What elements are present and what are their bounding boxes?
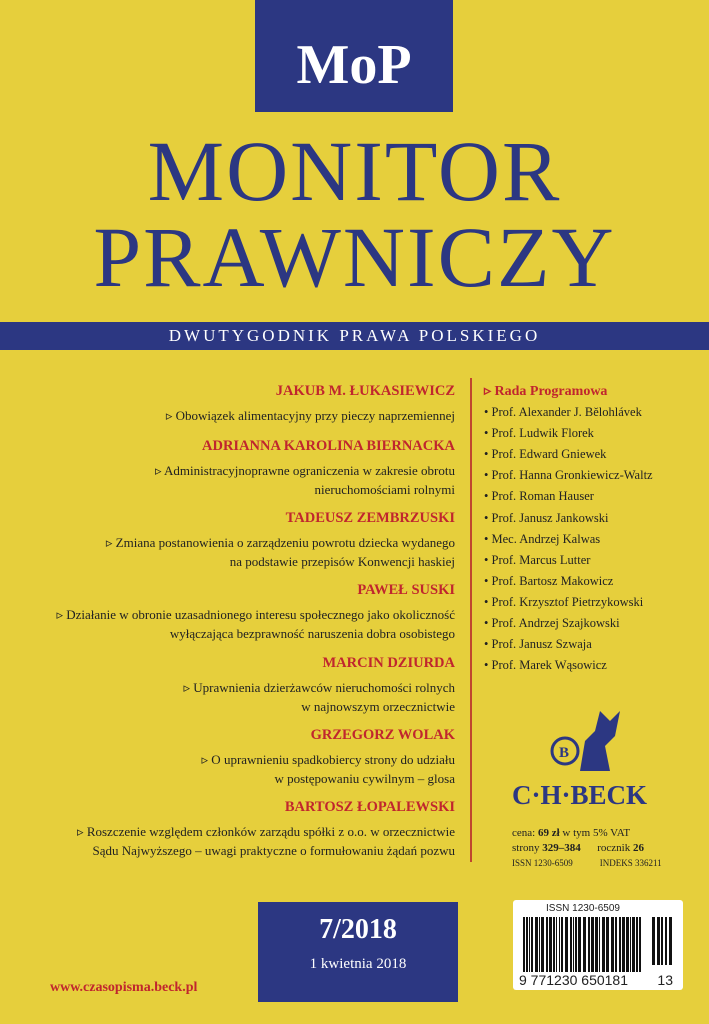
article-entry <box>20 799 455 860</box>
issue-box <box>258 902 458 1002</box>
article-entry <box>20 582 455 643</box>
board-member: • Prof. Bartosz Makowicz <box>484 573 614 588</box>
subtitle-band: DWUTYGODNIK PRAWA POLSKIEGO <box>0 322 709 350</box>
barcode-digits: 9 771230 650181 <box>519 972 628 988</box>
article-title: ▹ Działanie w obronie uzasadnionego interesu społecznego jako okoliczność wyłączająca bezprawność naruszenia dobra osobistego <box>56 607 455 641</box>
griffin-logo-icon <box>540 706 625 776</box>
article-title: ▹ Zmiana postanowienia o zarządzeniu powrotu dziecka wydanego na podstawie przepisów Konwencji haskiej <box>105 535 455 569</box>
barcode-bar <box>599 917 600 972</box>
barcode-bar <box>561 917 563 972</box>
board-member: • Prof. Krzysztof Pietrzykowski <box>484 594 644 609</box>
barcode-bar <box>570 917 572 972</box>
article-entry <box>20 655 455 716</box>
logo-mop: MoP <box>255 0 453 112</box>
board-member: • Prof. Marek Wąsowicz <box>484 658 607 673</box>
barcode-bar <box>575 917 577 972</box>
board-member: • Prof. Roman Hauser <box>484 489 594 504</box>
barcode-bar <box>665 917 667 965</box>
barcode-bar <box>535 917 538 972</box>
article-title: ▹ O uprawnieniu spadkobiercy strony do udziału w postępowaniu cywilnym – glosa <box>201 752 455 786</box>
divider <box>470 378 472 862</box>
article-title: ▹ Administracyjnoprawne ograniczenia w zakresie obrotu nieruchomościami rolnymi <box>154 463 455 497</box>
article-entry <box>20 727 455 788</box>
board-member: • Prof. Janusz Szwaja <box>484 637 592 652</box>
article-entry <box>20 510 455 571</box>
article-author: TADEUSZ ZEMBRZUSKI <box>285 510 455 526</box>
price-info: cena: 69 zł w tym 5% VAT strony 329–384 rocznik 26 ISSN 1230-6509 INDEKS 336211 <box>512 827 662 868</box>
barcode-bar <box>615 917 617 972</box>
barcode-bar <box>630 917 631 972</box>
board-member: • Prof. Marcus Lutter <box>484 552 591 567</box>
barcode-bar <box>606 917 609 972</box>
barcode-bar <box>541 917 544 972</box>
article-title: ▹ Obowiązek alimentacyjny przy pieczy naprzemiennej <box>165 408 455 423</box>
barcode-bar <box>619 917 621 972</box>
board-member: • Mec. Andrzej Kalwas <box>484 531 601 546</box>
svg-text:B: B <box>559 745 570 761</box>
barcode-bar <box>559 917 560 972</box>
barcode-addon: 13 <box>657 972 673 988</box>
barcode-bar <box>583 917 586 972</box>
barcode-bar <box>526 917 528 972</box>
board-list <box>484 381 653 676</box>
article-author: GRZEGORZ WOLAK <box>310 727 455 743</box>
barcode-bar <box>611 917 614 972</box>
article-entry <box>20 438 455 499</box>
board-member: • Prof. Edward Gniewek <box>484 447 607 462</box>
barcode-issn: ISSN 1230-6509 <box>546 903 620 914</box>
barcode-bar <box>657 917 660 965</box>
barcode-bar <box>632 917 635 972</box>
barcode-bar <box>578 917 581 972</box>
barcode-bar <box>591 917 594 972</box>
publisher-logo: C·H·BECK <box>512 780 648 810</box>
barcode-bar <box>636 917 638 972</box>
barcode-bar <box>602 917 605 972</box>
barcode-bar <box>661 917 663 965</box>
board-member: • Prof. Alexander J. Bělohlávek <box>484 405 642 420</box>
article-entry <box>20 383 455 425</box>
barcode-bar <box>556 917 557 972</box>
article-author: ADRIANNA KAROLINA BIERNACKA <box>202 438 455 454</box>
issue-date: 1 kwietnia 2018 <box>309 956 407 972</box>
board-member: • Prof. Janusz Jankowski <box>484 510 609 525</box>
barcode-bar <box>669 917 672 965</box>
barcode-bar <box>573 917 574 972</box>
barcode-bar <box>626 917 629 972</box>
board-member: • Prof. Andrzej Szajkowski <box>484 616 620 631</box>
barcode-bar <box>595 917 598 972</box>
barcode-bar <box>531 917 533 972</box>
issue-number: 7/2018 <box>319 914 397 945</box>
barcode <box>513 900 683 990</box>
barcode-bar <box>588 917 590 972</box>
article-title: ▹ Roszczenie względem członków zarządu spółki z o.o. w orzecznictwie Sądu Najwyższego – uwagi praktyczne o formułowaniu żądań pozwu <box>77 824 455 858</box>
title-line2: PRAWNICZY <box>93 209 616 305</box>
barcode-bar <box>539 917 540 972</box>
barcode-bar <box>639 917 641 972</box>
barcode-bar <box>652 917 655 965</box>
board-member: • Prof. Hanna Gronkiewicz-Waltz <box>484 468 653 483</box>
article-title: ▹ Uprawnienia dzierżawców nieruchomości rolnych w najnowszym orzecznictwie <box>183 680 455 714</box>
barcode-bar <box>565 917 568 972</box>
website-link[interactable]: www.czasopisma.beck.pl <box>50 980 198 995</box>
article-author: MARCIN DZIURDA <box>322 655 455 671</box>
barcode-bar <box>622 917 625 972</box>
board-member: • Prof. Ludwik Florek <box>484 426 594 441</box>
barcode-bar <box>553 917 555 972</box>
article-author: PAWEŁ SUSKI <box>357 582 455 598</box>
title-line1: MONITOR <box>147 123 562 219</box>
article-author: JAKUB M. ŁUKASIEWICZ <box>275 383 455 399</box>
article-author: BARTOSZ ŁOPALEWSKI <box>284 799 455 815</box>
barcode-bar <box>529 917 530 972</box>
board-title: ▹ Rada Programowa <box>484 384 608 399</box>
barcode-bar <box>546 917 548 972</box>
barcode-bar <box>549 917 552 972</box>
barcode-bar <box>523 917 525 972</box>
